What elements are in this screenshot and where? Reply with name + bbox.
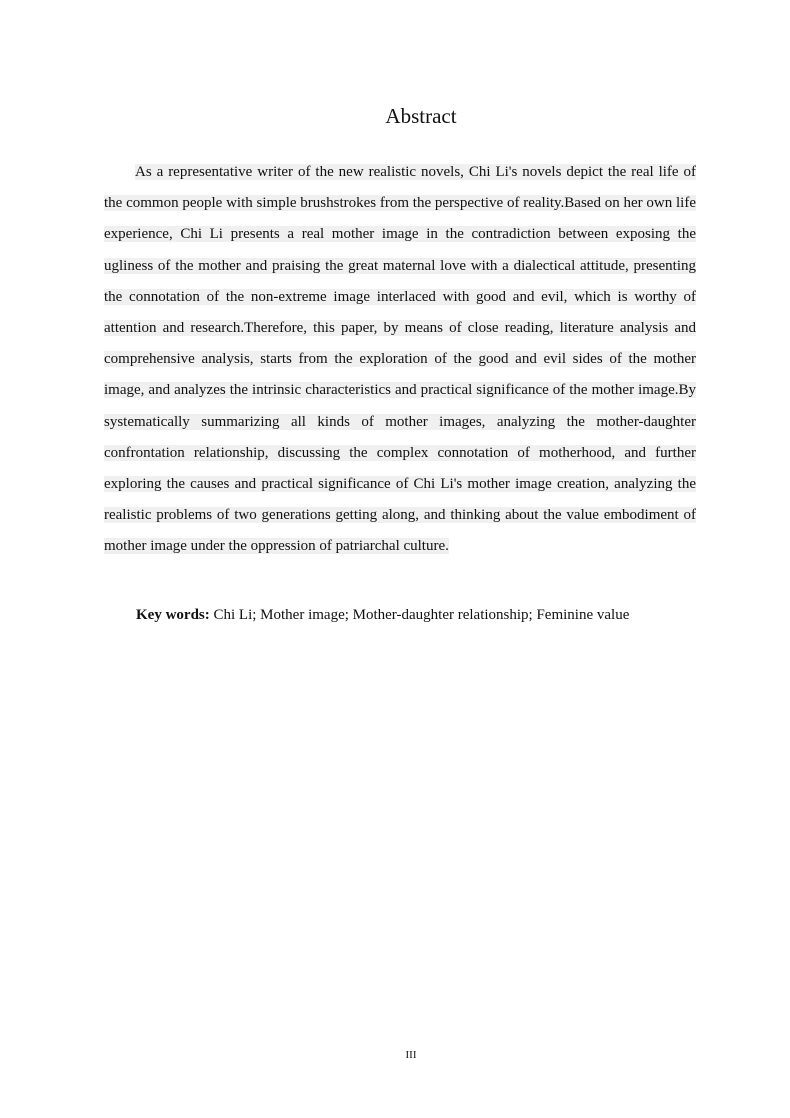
keywords-label: Key words: xyxy=(136,607,210,623)
page-number: III xyxy=(405,1049,417,1061)
abstract-paragraph xyxy=(104,157,696,563)
keywords-list: Chi Li; Mother image; Mother-daughter relationship; Feminine value xyxy=(213,607,630,623)
page-title: Abstract xyxy=(385,104,457,128)
abstract-text: As a representative writer of the new realistic novels, Chi Li's novels depict the real life of the common people with simple brushstrokes from the perspective of reality.Based on her own life experience, Chi Li presents a real mother image in the contradiction between exposing the ugliness of the mother and praising the great maternal love with a dialectical attitude, presenting the connotation of the non-extreme image interlaced with good and evil, which is worthy of attention and research.Therefore, this paper, by means of close reading, literature analysis and comprehensive analysis, starts from the exploration of the good and evil sides of the mother image, and analyzes the intrinsic characteristics and practical significance of the mother image.By systematically summarizing all kinds of mother images, analyzing the mother-daughter confrontation relationship, discussing the complex connotation of motherhood, and further exploring the causes and practical significance of Chi Li's mother image creation, analyzing the realistic problems of two generations getting along, and thinking about the value embodiment of mother image under the oppression of patriarchal culture. xyxy=(104,164,696,555)
keywords-line xyxy=(136,601,696,629)
